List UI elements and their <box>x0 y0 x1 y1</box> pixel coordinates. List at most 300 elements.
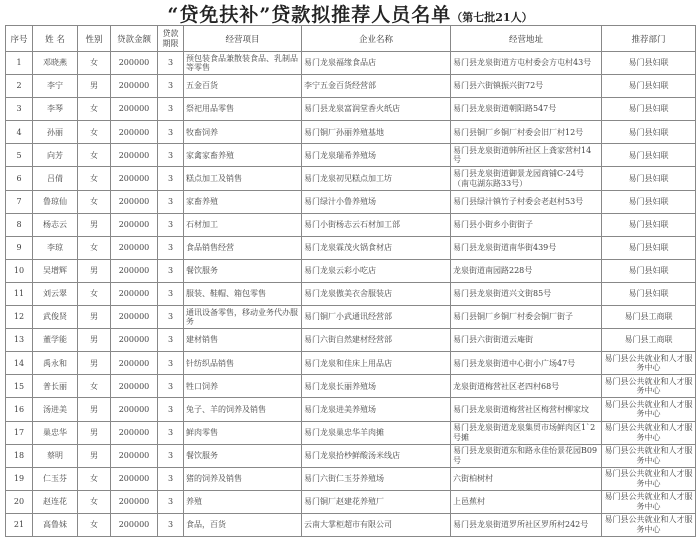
row-business <box>184 259 302 282</box>
row-seq-text: 8 <box>16 219 22 229</box>
row-gender-text: 男 <box>90 81 98 91</box>
row-period <box>158 98 184 121</box>
row-seq-text: 14 <box>13 358 25 368</box>
row-amount-text: 200000 <box>118 497 150 507</box>
row-company <box>302 513 451 536</box>
row-business-text: 兔子、羊的饲养及销售 <box>186 404 266 414</box>
row-address <box>451 144 602 167</box>
row-name-text: 高鲁妹 <box>43 520 67 530</box>
row-department <box>602 306 696 329</box>
row-amount <box>111 121 158 144</box>
table-row <box>6 421 696 444</box>
row-amount-text: 200000 <box>118 473 150 483</box>
loan-recommendation-table <box>5 25 696 537</box>
row-amount <box>111 375 158 398</box>
row-department <box>602 167 696 190</box>
row-address-text: 易门县铜厂乡铜厂村委会旧厂村12号 <box>453 127 584 137</box>
row-company-text: 易门龙泉进美养殖场 <box>304 404 376 414</box>
row-gender <box>78 52 111 75</box>
row-address <box>451 421 602 444</box>
header-gender: 性别 <box>78 26 111 52</box>
row-name-text: 刘云翠 <box>43 289 67 299</box>
row-company <box>302 467 451 490</box>
row-gender-text: 女 <box>90 289 98 299</box>
row-name <box>33 513 78 536</box>
row-amount-text: 200000 <box>118 450 150 460</box>
row-address <box>451 398 602 421</box>
row-period-text: 3 <box>167 335 174 345</box>
row-business-text: 牲口饲养 <box>186 381 218 391</box>
table-row <box>6 282 696 305</box>
row-gender-text: 女 <box>90 473 98 483</box>
row-name <box>33 190 78 213</box>
table-row <box>6 467 696 490</box>
row-company-text: 易门县龙泉富润堂香火纸店 <box>304 104 400 114</box>
row-name <box>33 352 78 375</box>
row-address-text: 易门县龙泉街道罗所社区罗所村242号 <box>453 520 589 530</box>
row-gender-text: 男 <box>90 266 98 276</box>
row-gender-text: 女 <box>90 520 98 530</box>
header-period: 贷款期限 <box>158 26 184 52</box>
row-department <box>602 490 696 513</box>
row-business <box>184 282 302 305</box>
row-department-text: 易门县公共就业和人才服务中心 <box>604 399 693 419</box>
row-period <box>158 121 184 144</box>
row-gender <box>78 329 111 352</box>
row-name-text: 董学能 <box>43 335 67 345</box>
row-seq-text: 9 <box>16 243 22 253</box>
row-department <box>602 513 696 536</box>
row-address <box>451 98 602 121</box>
row-department-text: 易门县工商联 <box>624 312 673 322</box>
row-address <box>451 490 602 513</box>
row-gender <box>78 398 111 421</box>
row-gender-text: 男 <box>90 312 98 322</box>
row-seq <box>6 98 33 121</box>
row-seq <box>6 75 33 98</box>
row-amount-text: 200000 <box>118 358 150 368</box>
row-period-text: 3 <box>167 81 174 91</box>
row-name-text: 禹永和 <box>43 358 67 368</box>
row-business <box>184 513 302 536</box>
row-seq <box>6 259 33 282</box>
row-period-text: 3 <box>167 427 174 437</box>
row-period-text: 3 <box>167 404 174 414</box>
row-name-text: 吕倩 <box>47 173 63 183</box>
row-period <box>158 259 184 282</box>
row-gender-text: 男 <box>90 358 98 368</box>
row-name <box>33 444 78 467</box>
row-gender <box>78 352 111 375</box>
header-company: 企业名称 <box>302 26 451 52</box>
row-amount <box>111 144 158 167</box>
row-seq-text: 19 <box>13 473 25 483</box>
row-amount-text: 200000 <box>118 381 150 391</box>
row-name-text: 鲁琼仙 <box>43 196 67 206</box>
row-company-text: 易门龙泉和佳床上用品店 <box>304 358 392 368</box>
row-seq <box>6 213 33 236</box>
row-amount <box>111 190 158 213</box>
row-address <box>451 190 602 213</box>
row-amount <box>111 236 158 259</box>
row-business <box>184 190 302 213</box>
table-row <box>6 329 696 352</box>
row-gender <box>78 421 111 444</box>
row-business <box>184 490 302 513</box>
row-amount <box>111 213 158 236</box>
row-period <box>158 467 184 490</box>
row-department-text: 易门县工商联 <box>624 335 673 345</box>
row-seq-text: 13 <box>13 335 25 345</box>
table-row <box>6 144 696 167</box>
row-amount-text: 200000 <box>118 335 150 345</box>
row-gender <box>78 375 111 398</box>
row-company-text: 云南大掌柜超市有限公司 <box>304 520 392 530</box>
row-gender <box>78 259 111 282</box>
row-amount-text: 200000 <box>118 312 150 322</box>
row-period-text: 3 <box>167 450 174 460</box>
header-name: 姓 名 <box>33 26 78 52</box>
row-seq-text: 10 <box>13 266 25 276</box>
row-gender <box>78 513 111 536</box>
row-address-text: 易门县龙泉街道南华街439号 <box>453 243 557 253</box>
row-gender-text: 男 <box>90 219 98 229</box>
row-department-text: 易门县公共就业和人才服务中心 <box>604 515 693 534</box>
row-address-text: 上邑蕉村 <box>453 497 485 507</box>
row-seq <box>6 190 33 213</box>
row-department <box>602 52 696 75</box>
row-business <box>184 121 302 144</box>
row-business <box>184 421 302 444</box>
row-department-text: 易门县公共就业和人才服务中心 <box>604 353 693 373</box>
row-gender <box>78 75 111 98</box>
row-business-text: 建材销售 <box>186 335 218 345</box>
row-business <box>184 398 302 421</box>
row-department-text: 易门县妇联 <box>628 127 669 137</box>
row-period-text: 3 <box>167 473 174 483</box>
row-amount-text: 200000 <box>118 520 150 530</box>
row-business-text: 食品销售经营 <box>186 243 234 253</box>
row-amount-text: 200000 <box>118 196 150 206</box>
row-period-text: 3 <box>167 219 174 229</box>
row-company <box>302 98 451 121</box>
row-department-text: 易门县妇联 <box>628 173 669 183</box>
row-name <box>33 282 78 305</box>
row-address-text: 易门县龙泉街道兴文街85号 <box>453 289 552 299</box>
row-gender <box>78 213 111 236</box>
row-seq <box>6 167 33 190</box>
row-amount <box>111 259 158 282</box>
table-row <box>6 167 696 190</box>
row-amount <box>111 352 158 375</box>
row-address-text: 易门县龙泉街道梅营社区梅营村柳家坟 <box>453 404 589 414</box>
row-address-text: 易门县龙泉街道朝阳路547号 <box>453 104 557 114</box>
row-gender <box>78 490 111 513</box>
row-period-text: 3 <box>167 243 174 253</box>
row-seq <box>6 513 33 536</box>
table-row <box>6 375 696 398</box>
row-amount-text: 200000 <box>118 427 150 437</box>
table-row <box>6 52 696 75</box>
row-business-text: 针纺织品销售 <box>186 358 234 368</box>
table-header-row <box>6 26 696 52</box>
row-seq-text: 17 <box>13 427 25 437</box>
row-address <box>451 236 602 259</box>
row-seq-text: 20 <box>13 497 25 507</box>
row-business-text: 牧畜饲养 <box>186 127 218 137</box>
row-address-text: 龙泉街道南园路228号 <box>453 266 533 276</box>
row-company-text: 易门龙泉长丽养殖场 <box>304 381 376 391</box>
row-period-text: 3 <box>167 381 174 391</box>
row-gender <box>78 236 111 259</box>
row-name-text: 孙丽 <box>47 127 63 137</box>
row-department-text: 易门县妇联 <box>628 58 669 68</box>
row-business-text: 食品，百货 <box>186 520 226 530</box>
row-gender-text: 女 <box>90 127 98 137</box>
row-period <box>158 444 184 467</box>
row-business-text: 家禽家畜养殖 <box>186 150 234 160</box>
row-address <box>451 513 602 536</box>
row-period-text: 3 <box>167 520 174 530</box>
row-gender <box>78 144 111 167</box>
row-period-text: 3 <box>167 266 174 276</box>
table-row <box>6 398 696 421</box>
row-name-text: 李琴 <box>47 104 63 114</box>
row-period <box>158 490 184 513</box>
row-department-text: 易门县妇联 <box>628 219 669 229</box>
row-company <box>302 75 451 98</box>
row-business-text: 通讯设备零售，移动业务代办服务 <box>186 307 298 327</box>
row-business-text: 预包装食品兼散装食品、乳制品等零售 <box>186 53 298 73</box>
table-row <box>6 444 696 467</box>
row-seq <box>6 329 33 352</box>
row-amount-text: 200000 <box>118 81 150 91</box>
row-seq-text: 7 <box>16 196 22 206</box>
row-department <box>602 144 696 167</box>
row-department <box>602 213 696 236</box>
row-address-text: 易门县龙泉街道方屯村委会方屯村43号 <box>453 58 592 68</box>
row-business <box>184 444 302 467</box>
row-gender-text: 女 <box>90 381 98 391</box>
row-company <box>302 144 451 167</box>
row-company <box>302 236 451 259</box>
table-row <box>6 75 696 98</box>
table-row <box>6 306 696 329</box>
row-period <box>158 329 184 352</box>
row-seq <box>6 144 33 167</box>
row-gender-text: 女 <box>90 196 98 206</box>
table-row <box>6 213 696 236</box>
row-company <box>302 490 451 513</box>
row-business-text: 服装、鞋帽、箱包零售 <box>186 289 266 299</box>
row-name <box>33 490 78 513</box>
row-period <box>158 236 184 259</box>
row-gender <box>78 467 111 490</box>
title-main: “贷免扶补”贷款拟推荐人员名单 <box>167 4 452 26</box>
row-gender-text: 男 <box>90 335 98 345</box>
row-name-text: 武俊贤 <box>43 312 67 322</box>
row-seq <box>6 236 33 259</box>
row-name <box>33 236 78 259</box>
table-row <box>6 352 696 375</box>
row-department <box>602 236 696 259</box>
row-company-text: 易门绿汁小鲁养殖场 <box>304 196 376 206</box>
row-amount <box>111 421 158 444</box>
row-name <box>33 121 78 144</box>
row-amount <box>111 467 158 490</box>
row-business <box>184 98 302 121</box>
row-name <box>33 75 78 98</box>
row-seq <box>6 52 33 75</box>
row-seq <box>6 421 33 444</box>
row-business <box>184 75 302 98</box>
row-company-text: 易门龙泉傲美衣舍服装店 <box>304 289 392 299</box>
table-row <box>6 259 696 282</box>
row-period-text: 3 <box>167 312 174 322</box>
row-business-text: 糕点加工及销售 <box>186 173 242 183</box>
row-name-text: 巢忠华 <box>43 427 67 437</box>
row-name-text: 普长丽 <box>43 381 67 391</box>
row-business-text: 五金百货 <box>186 81 218 91</box>
row-name-text: 杨志云 <box>43 219 67 229</box>
row-name <box>33 375 78 398</box>
row-name <box>33 467 78 490</box>
row-company <box>302 306 451 329</box>
row-name-text: 蔡明 <box>47 450 63 460</box>
row-company <box>302 329 451 352</box>
row-name-text: 仁玉芬 <box>43 473 67 483</box>
row-address <box>451 259 602 282</box>
table-row <box>6 121 696 144</box>
row-address <box>451 282 602 305</box>
row-name <box>33 306 78 329</box>
row-name <box>33 329 78 352</box>
row-name-text: 邓晓燕 <box>43 58 67 68</box>
row-period <box>158 352 184 375</box>
row-amount-text: 200000 <box>118 127 150 137</box>
row-seq-text: 4 <box>16 127 22 137</box>
row-period <box>158 513 184 536</box>
row-address <box>451 52 602 75</box>
table-row <box>6 190 696 213</box>
row-amount <box>111 490 158 513</box>
row-business <box>184 329 302 352</box>
row-gender <box>78 121 111 144</box>
row-amount <box>111 167 158 190</box>
row-business-text: 鲜肉零售 <box>186 427 218 437</box>
row-gender-text: 女 <box>90 150 98 160</box>
row-company-text: 易门龙泉瑞希养殖场 <box>304 150 376 160</box>
row-department <box>602 421 696 444</box>
row-business <box>184 236 302 259</box>
row-seq-text: 16 <box>13 404 25 414</box>
row-company-text: 易门龙泉拾杪鲜酸汤米线店 <box>304 450 400 460</box>
row-seq-text: 6 <box>16 173 22 183</box>
row-company <box>302 167 451 190</box>
row-amount-text: 200000 <box>118 243 150 253</box>
row-gender-text: 男 <box>90 427 98 437</box>
row-company-text: 易门小街杨志云石材加工部 <box>304 219 400 229</box>
row-period <box>158 167 184 190</box>
row-business-text: 餐饮服务 <box>186 266 218 276</box>
row-address <box>451 375 602 398</box>
row-gender-text: 女 <box>90 173 98 183</box>
row-company <box>302 259 451 282</box>
row-department <box>602 444 696 467</box>
row-amount-text: 200000 <box>118 173 150 183</box>
row-company <box>302 421 451 444</box>
row-department-text: 易门县妇联 <box>628 150 669 160</box>
row-company-text: 易门龙泉霖茂火锅食材店 <box>304 243 392 253</box>
row-business <box>184 467 302 490</box>
row-company-text: 易门六街自然建材经营部 <box>304 335 392 345</box>
row-department <box>602 75 696 98</box>
row-address <box>451 213 602 236</box>
row-period-text: 3 <box>167 196 174 206</box>
row-department-text: 易门县公共就业和人才服务中心 <box>604 446 693 465</box>
row-gender-text: 女 <box>90 497 98 507</box>
row-company <box>302 398 451 421</box>
row-period <box>158 190 184 213</box>
row-address <box>451 329 602 352</box>
row-amount-text: 200000 <box>118 104 150 114</box>
row-gender <box>78 190 111 213</box>
table-body <box>6 52 696 537</box>
row-department-text: 易门县公共就业和人才服务中心 <box>604 492 693 511</box>
row-department-text: 易门县妇联 <box>628 243 669 253</box>
row-amount-text: 200000 <box>118 150 150 160</box>
row-seq <box>6 444 33 467</box>
row-period-text: 3 <box>167 58 174 68</box>
row-name <box>33 167 78 190</box>
row-seq <box>6 282 33 305</box>
row-seq <box>6 467 33 490</box>
row-gender-text: 女 <box>90 58 98 68</box>
row-period-text: 3 <box>167 289 174 299</box>
row-name-text: 赵连花 <box>43 497 67 507</box>
row-address <box>451 352 602 375</box>
row-company <box>302 52 451 75</box>
row-address <box>451 167 602 190</box>
row-name <box>33 213 78 236</box>
row-period <box>158 306 184 329</box>
row-business <box>184 52 302 75</box>
row-company-text: 易门铜厂孙丽养殖基地 <box>304 127 384 137</box>
row-amount <box>111 444 158 467</box>
row-name <box>33 144 78 167</box>
header-address: 经营地址 <box>451 26 602 52</box>
row-department <box>602 329 696 352</box>
row-department <box>602 259 696 282</box>
header-seq: 序号 <box>6 26 33 52</box>
row-department <box>602 190 696 213</box>
row-amount <box>111 75 158 98</box>
row-name-text: 李宁 <box>47 81 63 91</box>
row-seq-text: 5 <box>16 150 22 160</box>
row-seq-text: 21 <box>13 520 25 530</box>
row-company <box>302 121 451 144</box>
row-company <box>302 375 451 398</box>
row-period-text: 3 <box>167 173 174 183</box>
table-row <box>6 98 696 121</box>
row-company-text: 李宁五金百货经营部 <box>304 81 376 91</box>
row-company-text: 易门龙泉福缘食品店 <box>304 58 376 68</box>
row-period <box>158 398 184 421</box>
row-seq-text: 12 <box>13 312 25 322</box>
row-gender <box>78 282 111 305</box>
row-business-text: 祭祀用品零售 <box>186 104 234 114</box>
row-period-text: 3 <box>167 150 174 160</box>
